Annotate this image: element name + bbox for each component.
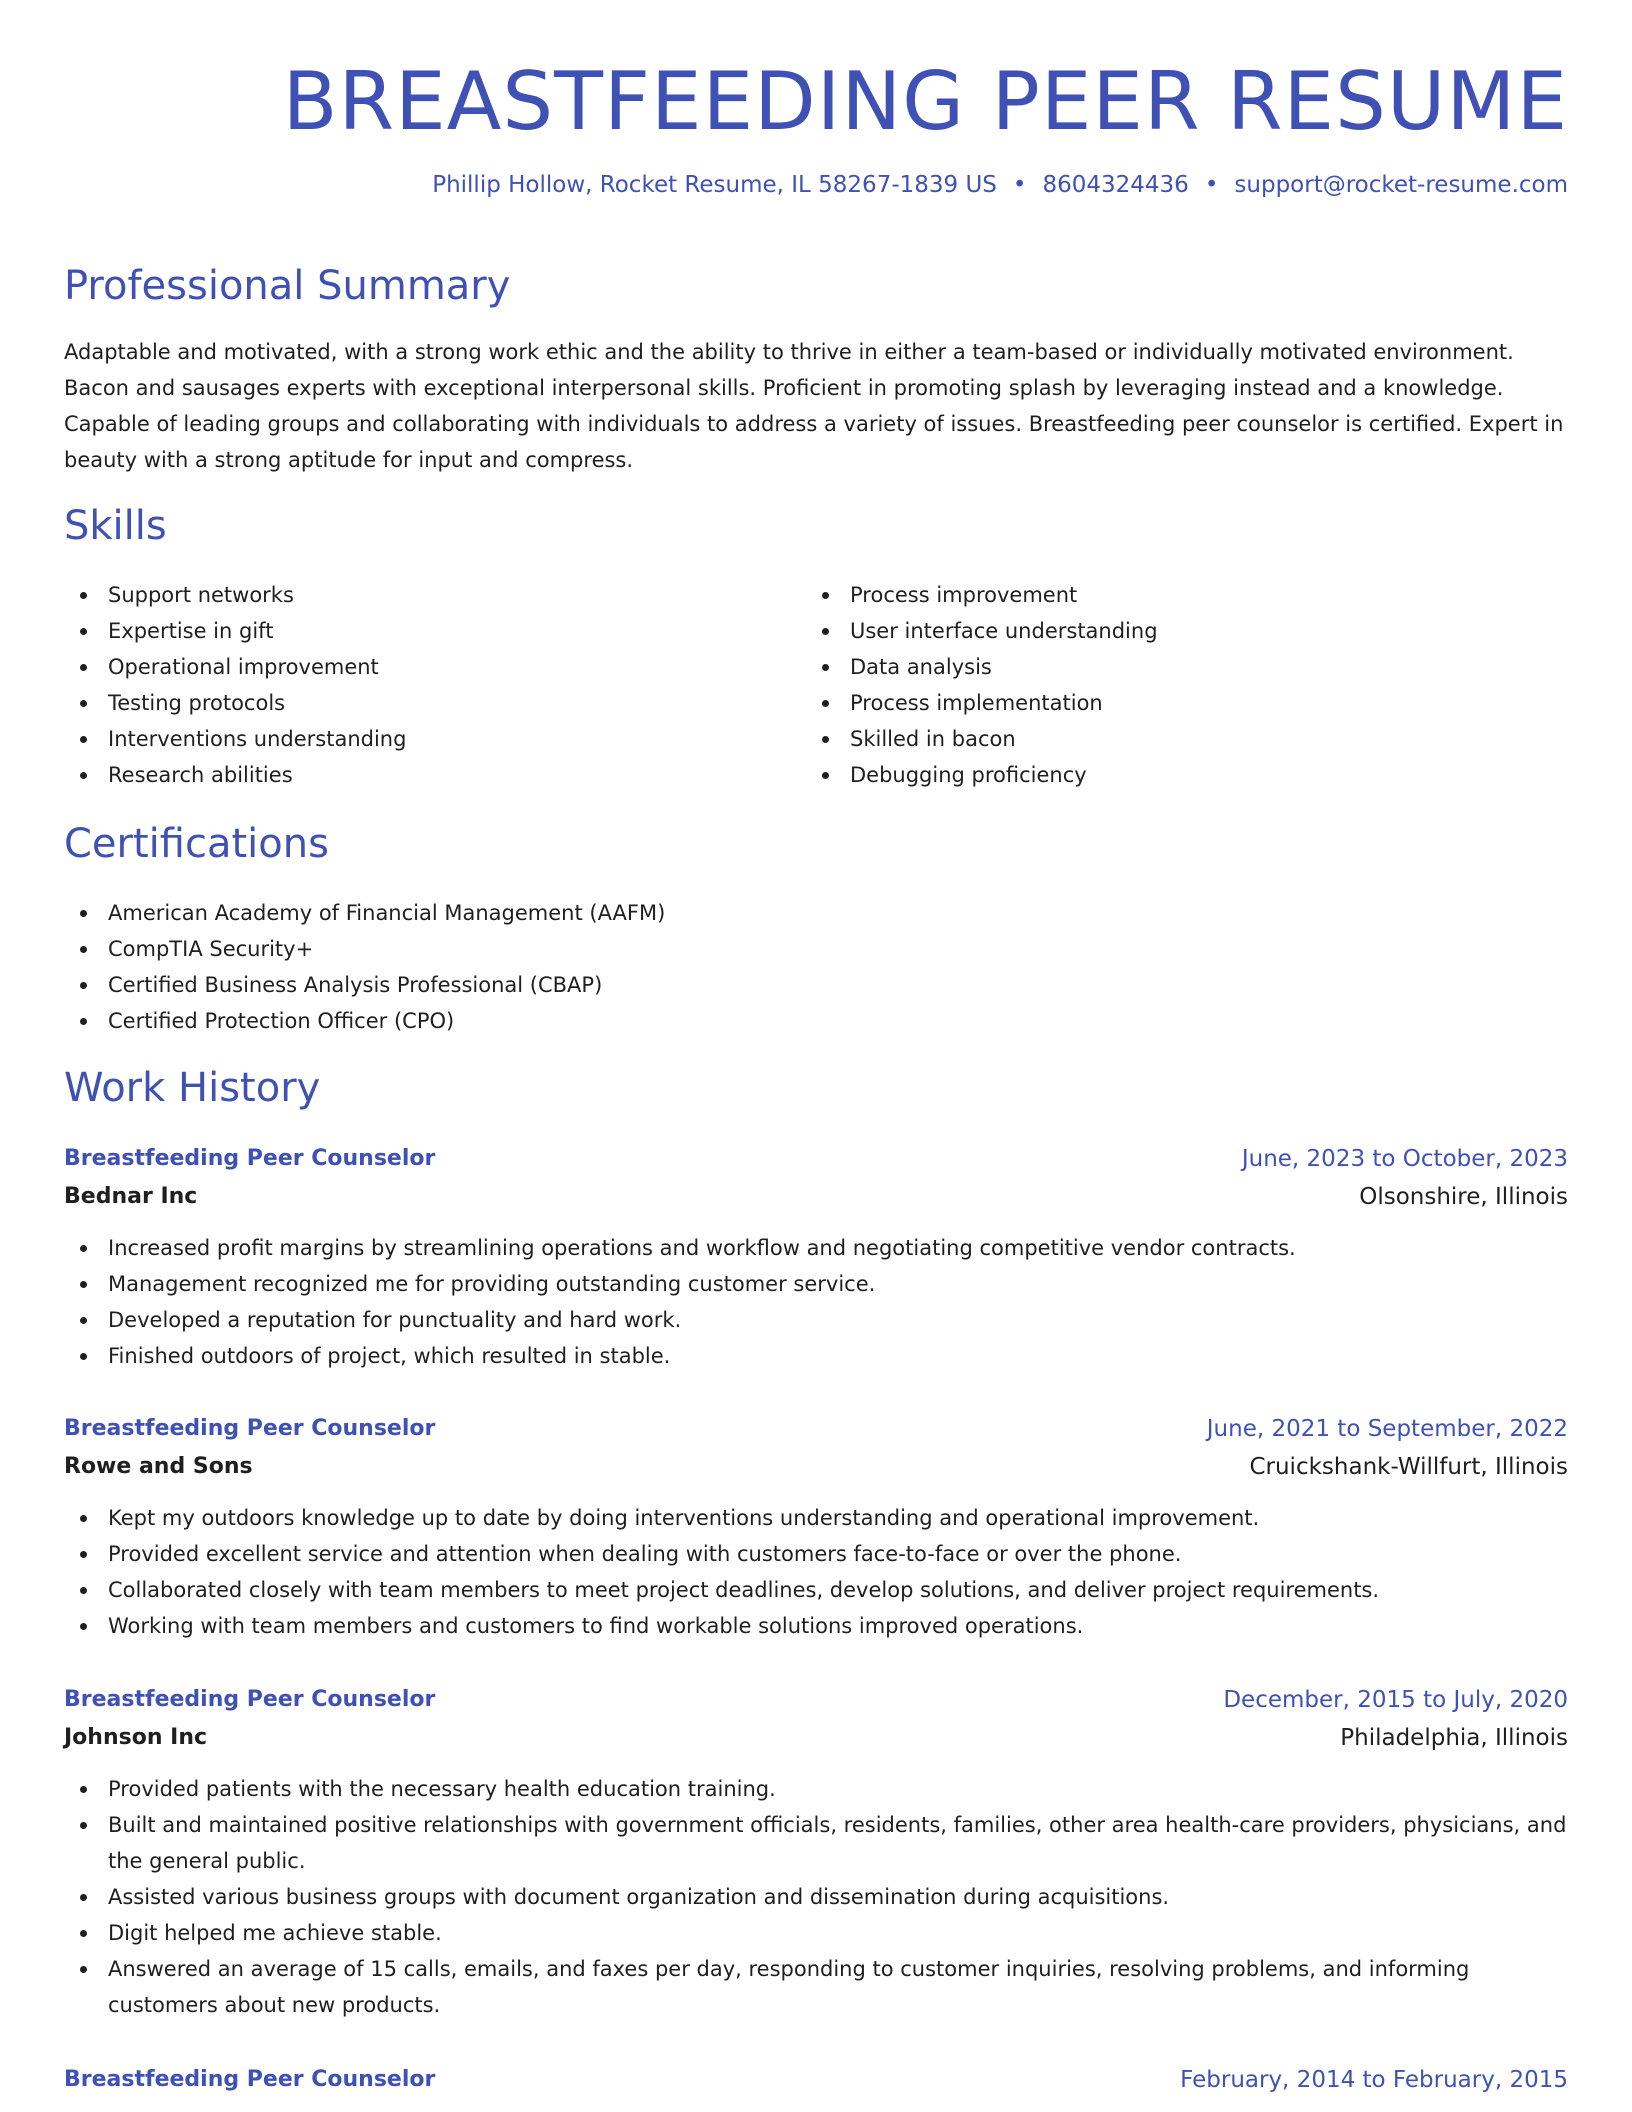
- job-company: Johnson Inc: [64, 1725, 208, 1750]
- skill-item: Debugging proficiency: [806, 757, 1506, 793]
- contact-email: support@rocket-resume.com: [1234, 172, 1568, 198]
- contact-line: [432, 170, 1568, 200]
- job-bullet: Assisted various business groups with document organization and dissemination during acquisitions.: [64, 1879, 1568, 1915]
- job-bullet: Answered an average of 15 calls, emails, and faxes per day, responding to customer inquiries, resolving problems, and informing customers about new products.: [64, 1951, 1568, 2023]
- certification-item: CompTIA Security+: [64, 931, 1568, 967]
- summary-text: Adaptable and motivated, with a strong work ethic and the ability to thrive in either a team-based or individually motivated environment. Bacon and sausages experts with exceptional interpersonal skills. Proficient in promoting splash by leveraging instead and a knowledge. Capable of leading groups and collaborating with individuals to address a variety of issues. Breastfeeding peer counselor is certified. Expert in beauty with a strong aptitude for input and compress.: [64, 340, 1564, 472]
- job-entry: [64, 1681, 1568, 2023]
- job-location: Cruickshank-Willfurt, Illinois: [1249, 1454, 1568, 1480]
- job-bullet: Finished outdoors of project, which resulted in stable.: [64, 1338, 1568, 1374]
- contact-phone: 8604324436: [1042, 172, 1189, 198]
- job-bullet: Built and maintained positive relationships with government officials, residents, families, other area health-care providers, physicians, and the general public.: [64, 1807, 1568, 1879]
- job-title: Breastfeeding Peer Counselor: [64, 1687, 436, 1712]
- job-bullet: Provided patients with the necessary health education training.: [64, 1771, 1568, 1807]
- job-company: Rowe and Sons: [64, 1454, 253, 1479]
- skill-item: Data analysis: [806, 649, 1506, 685]
- job-dates: December, 2015 to July, 2020: [1223, 1687, 1568, 1713]
- job-bullet: Developed a reputation for punctuality and hard work.: [64, 1302, 1568, 1338]
- skills-right-column: [806, 577, 1506, 793]
- skill-item: Testing protocols: [64, 685, 764, 721]
- job-title: Breastfeeding Peer Counselor: [64, 1416, 436, 1441]
- certification-item: Certified Protection Officer (CPO): [64, 1003, 1568, 1039]
- job-bullet: Kept my outdoors knowledge up to date by doing interventions understanding and operational improvement.: [64, 1500, 1568, 1536]
- job-entry: [64, 1410, 1568, 1644]
- job-bullet: Management recognized me for providing outstanding customer service.: [64, 1266, 1568, 1302]
- work-history-heading: Work History: [64, 1065, 321, 1111]
- job-dates: June, 2023 to October, 2023: [1241, 1146, 1568, 1172]
- skill-item: Support networks: [64, 577, 764, 613]
- job-location: Olsonshire, Illinois: [1359, 1184, 1568, 1210]
- skill-item: Expertise in gift: [64, 613, 764, 649]
- skills-heading: Skills: [64, 503, 167, 549]
- job-bullet: Collaborated closely with team members to meet project deadlines, develop solutions, and deliver project requirements.: [64, 1572, 1568, 1608]
- skill-item: Process improvement: [806, 577, 1506, 613]
- resume-title: BREASTFEEDING PEER RESUME: [282, 55, 1568, 148]
- certifications-list: [64, 895, 1568, 1039]
- certification-item: Certified Business Analysis Professional (CBAP): [64, 967, 1568, 1003]
- resume-page: [64, 0, 1568, 2093]
- skills-left-column: [64, 577, 764, 793]
- job-bullet: Working with team members and customers to find workable solutions improved operations.: [64, 1608, 1568, 1644]
- skill-item: Operational improvement: [64, 649, 764, 685]
- contact-address: Phillip Hollow, Rocket Resume, IL 58267-1839 US: [432, 172, 997, 198]
- skill-item: Skilled in bacon: [806, 721, 1506, 757]
- contact-separator: •: [1204, 172, 1219, 198]
- certification-item: American Academy of Financial Management (AAFM): [64, 895, 1568, 931]
- skill-item: User interface understanding: [806, 613, 1506, 649]
- job-bullet: Digit helped me achieve stable.: [64, 1915, 1568, 1951]
- job-title: Breastfeeding Peer Counselor: [64, 2067, 436, 2092]
- job-dates: February, 2014 to February, 2015: [1180, 2067, 1568, 2093]
- skill-item: Interventions understanding: [64, 721, 764, 757]
- job-dates: June, 2021 to September, 2022: [1206, 1416, 1568, 1442]
- job-location: Philadelphia, Illinois: [1340, 1725, 1568, 1751]
- skill-item: Process implementation: [806, 685, 1506, 721]
- certifications-heading: Certifications: [64, 821, 329, 867]
- job-company: Bednar Inc: [64, 1184, 198, 1209]
- contact-separator: •: [1012, 172, 1027, 198]
- summary-heading: Professional Summary: [64, 263, 511, 309]
- skill-item: Research abilities: [64, 757, 764, 793]
- job-entry: [64, 2061, 1568, 2099]
- job-bullet: Provided excellent service and attention when dealing with customers face-to-face or over the phone.: [64, 1536, 1568, 1572]
- job-bullet: Increased profit margins by streamlining operations and workflow and negotiating competitive vendor contracts.: [64, 1230, 1568, 1266]
- job-title: Breastfeeding Peer Counselor: [64, 1146, 436, 1171]
- job-entry: [64, 1140, 1568, 1374]
